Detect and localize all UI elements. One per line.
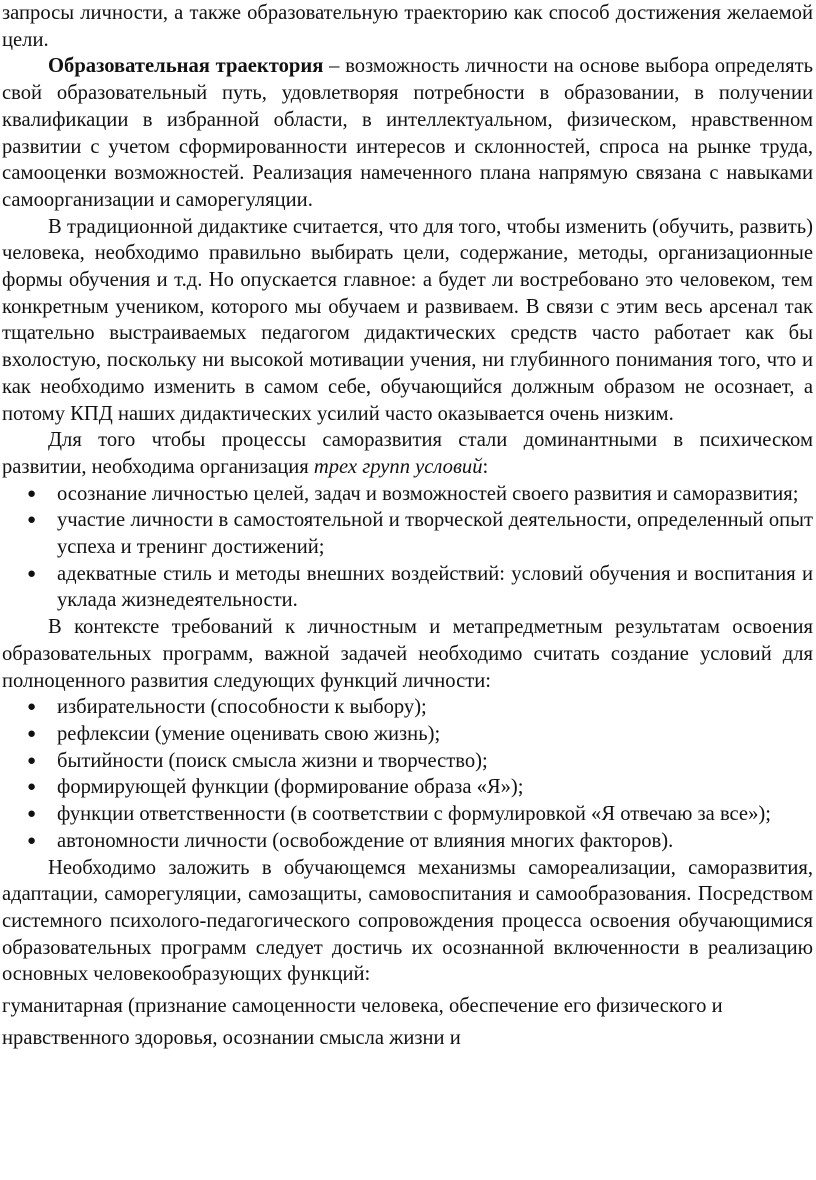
- list-item: [2, 721, 813, 748]
- list-item: [2, 481, 813, 508]
- paragraph-traditional-didactics: В традиционной дидактике считается, что для того, чтобы изменить (обучить, развить) человека, необходимо правильно выбирать цели, содержание, методы, организационные формы обучения и т.д. Но опускается главное: а будет ли востребовано это человеком, тем конкретным учеником, которого мы обучаем и развиваем. В связи с этим весь арсенал так тщательно выстраиваемых педагогом дидактических средств часто работает как бы вхолостую, поскольку ни высокой мотивации учения, ни глубинного понимания того, что и как необходимо изменить в самом себе, обучающийся должным образом не осознает, а потому КПД наших дидактических усилий часто оказывается очень низким.: [2, 215, 813, 425]
- paragraph-continuation: запросы личности, а также образовательную траекторию как способ достижения желаемой цели.: [2, 2, 813, 51]
- paragraph-educational-trajectory: [2, 53, 813, 213]
- bullet-icon: ●: [27, 832, 37, 849]
- conditions-emphasis: трех групп условий: [313, 455, 483, 478]
- bullet-icon: ●: [27, 779, 37, 796]
- paragraph-humanitarian-function: гуманитарная (признание самоценности человека, обеспечение его физического и нравственного здоровья, осознании смысла жизни и: [2, 995, 723, 1050]
- conditions-list: [2, 481, 813, 615]
- definition-text: – возможность личности на основе выбора определять свой образовательный путь, удовлетворяя потребности в образовании, в получении квалификации в избранной области, в интеллектуальном, физическом, нравственном развитии с учетом сформированности интересов и склонностей, спроса на рынке труда, самооценки возможностей. Реализация намеченного плана напрямую связана с навыками самоорганизации и саморегуляции.: [2, 55, 813, 211]
- bullet-icon: ●: [27, 565, 37, 582]
- list-item-text: бытийности (поиск смысла жизни и творчество);: [57, 749, 488, 772]
- list-item-text: рефлексии (умение оценивать свою жизнь);: [57, 722, 441, 745]
- list-item-text: формирующей функции (формирование образа «Я»);: [57, 776, 524, 799]
- list-item: [2, 694, 813, 721]
- list-item: [2, 774, 813, 801]
- list-item: [2, 561, 813, 614]
- paragraph-personal-functions: В контексте требований к личностным и метапредметным результатам освоения образовательных программ, важной задачей необходимо считать создание условий для полноценного развития следующих функций личности:: [2, 616, 813, 692]
- list-item-text: адекватные стиль и методы внешних воздействий: условий обучения и воспитания и уклада жизнедеятельности.: [57, 562, 813, 612]
- list-item-text: осознание личностью целей, задач и возможностей своего развития и саморазвития;: [57, 482, 799, 505]
- bullet-icon: ●: [27, 485, 37, 502]
- functions-list: [2, 694, 813, 854]
- list-item: [2, 828, 813, 855]
- list-item: [2, 801, 813, 828]
- list-item-text: избирательности (способности к выбору);: [57, 696, 427, 719]
- list-item-text: участие личности в самостоятельной и творческой деятельности, определенный опыт успеха и тренинг достижений;: [57, 509, 813, 559]
- bullet-icon: ●: [27, 725, 37, 742]
- conditions-intro: Для того чтобы процессы саморазвития стали доминантными в психическом развитии, необходима организация: [2, 429, 813, 478]
- document-page: [2, 0, 813, 1054]
- paragraph-self-development-conditions: [2, 427, 813, 480]
- list-item-text: функции ответственности (в соответствии с формулировкой «Я отвечаю за все»);: [57, 803, 771, 826]
- term-educational-trajectory: Образовательная траектория: [48, 55, 324, 78]
- conditions-colon: :: [482, 455, 489, 478]
- list-item-text: автономности личности (освобождение от влияния многих факторов).: [57, 829, 674, 852]
- bullet-icon: ●: [27, 699, 37, 716]
- bullet-icon: ●: [27, 752, 37, 769]
- list-item: [2, 748, 813, 775]
- list-item: [2, 507, 813, 560]
- bullet-icon: ●: [27, 512, 37, 529]
- bullet-icon: ●: [27, 806, 37, 823]
- paragraph-mechanisms: Необходимо заложить в обучающемся механизмы самореализации, саморазвития, адаптации, саморегуляции, самозащиты, самовоспитания и самообразования. Посредством системного психолого-педагогического сопровождения процесса освоения обучающимися образовательных программ следует достичь их осознанной включенности в реализацию основных человекообразующих функций:: [2, 856, 813, 986]
